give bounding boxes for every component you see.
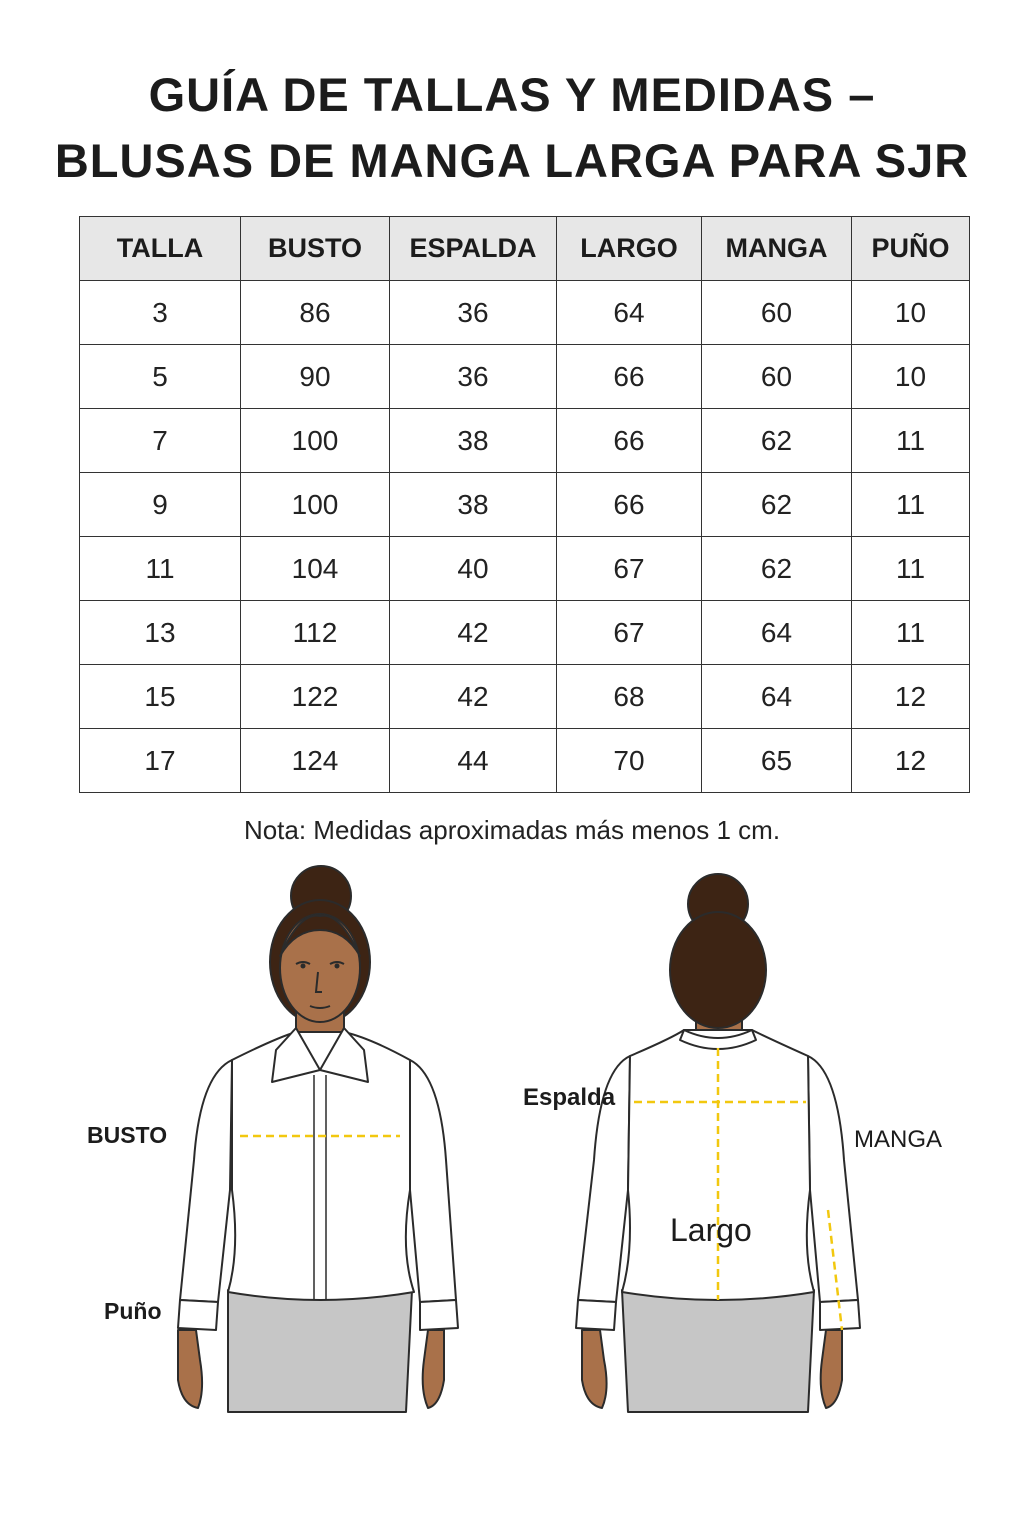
label-busto: BUSTO bbox=[87, 1122, 168, 1148]
cell-busto: 112 bbox=[241, 601, 390, 665]
cell-manga: 64 bbox=[702, 665, 852, 729]
cell-talla: 9 bbox=[80, 473, 241, 537]
cell-manga: 60 bbox=[702, 281, 852, 345]
cell-manga: 65 bbox=[702, 729, 852, 793]
cell-manga: 62 bbox=[702, 409, 852, 473]
cell-manga: 62 bbox=[702, 537, 852, 601]
cell-espalda: 36 bbox=[390, 281, 557, 345]
cell-busto: 124 bbox=[241, 729, 390, 793]
table-row bbox=[80, 729, 970, 793]
table-header-row bbox=[80, 217, 970, 281]
back-figure-illustration bbox=[512, 860, 1024, 1420]
cell-largo: 66 bbox=[557, 345, 702, 409]
cell-largo: 64 bbox=[557, 281, 702, 345]
cell-largo: 66 bbox=[557, 409, 702, 473]
table-row bbox=[80, 665, 970, 729]
cell-busto: 100 bbox=[241, 473, 390, 537]
title-line-1: GUÍA DE TALLAS Y MEDIDAS – bbox=[148, 68, 876, 121]
cell-busto: 86 bbox=[241, 281, 390, 345]
cell-busto: 90 bbox=[241, 345, 390, 409]
table-row bbox=[80, 281, 970, 345]
cell-talla: 17 bbox=[80, 729, 241, 793]
cell-talla: 7 bbox=[80, 409, 241, 473]
table-row bbox=[80, 409, 970, 473]
cell-puno: 11 bbox=[852, 601, 970, 665]
measurement-note: Nota: Medidas aproximadas más menos 1 cm. bbox=[243, 815, 781, 845]
cell-puno: 12 bbox=[852, 665, 970, 729]
cell-largo: 67 bbox=[557, 537, 702, 601]
cell-talla: 13 bbox=[80, 601, 241, 665]
table-row bbox=[80, 473, 970, 537]
label-puno: Puño bbox=[104, 1298, 162, 1324]
cell-espalda: 40 bbox=[390, 537, 557, 601]
table-row bbox=[80, 537, 970, 601]
header-busto: BUSTO bbox=[241, 217, 390, 281]
cell-manga: 62 bbox=[702, 473, 852, 537]
cell-espalda: 44 bbox=[390, 729, 557, 793]
cell-largo: 68 bbox=[557, 665, 702, 729]
header-manga: MANGA bbox=[702, 217, 852, 281]
cell-puno: 11 bbox=[852, 537, 970, 601]
header-puno: PUÑO bbox=[852, 217, 970, 281]
size-table bbox=[79, 216, 970, 793]
cell-talla: 11 bbox=[80, 537, 241, 601]
cell-espalda: 36 bbox=[390, 345, 557, 409]
front-figure-illustration bbox=[0, 860, 512, 1420]
cell-manga: 60 bbox=[702, 345, 852, 409]
cell-puno: 10 bbox=[852, 345, 970, 409]
label-espalda: Espalda bbox=[523, 1084, 616, 1111]
cell-espalda: 38 bbox=[390, 409, 557, 473]
cell-espalda: 38 bbox=[390, 473, 557, 537]
back-view-figure bbox=[512, 860, 1024, 1420]
cell-manga: 64 bbox=[702, 601, 852, 665]
cell-busto: 100 bbox=[241, 409, 390, 473]
header-largo: LARGO bbox=[557, 217, 702, 281]
header-espalda: ESPALDA bbox=[390, 217, 557, 281]
title-line-2: BLUSAS DE MANGA LARGA PARA SJR bbox=[54, 134, 970, 187]
cell-puno: 11 bbox=[852, 409, 970, 473]
cell-puno: 10 bbox=[852, 281, 970, 345]
cell-puno: 11 bbox=[852, 473, 970, 537]
header-talla: TALLA bbox=[80, 217, 241, 281]
table-row bbox=[80, 345, 970, 409]
cell-largo: 67 bbox=[557, 601, 702, 665]
label-largo: Largo bbox=[670, 1212, 752, 1248]
front-view-figure bbox=[0, 860, 512, 1420]
cell-busto: 122 bbox=[241, 665, 390, 729]
page-title bbox=[0, 62, 1024, 194]
cell-talla: 3 bbox=[80, 281, 241, 345]
cell-talla: 5 bbox=[80, 345, 241, 409]
cell-talla: 15 bbox=[80, 665, 241, 729]
cell-espalda: 42 bbox=[390, 665, 557, 729]
table-row bbox=[80, 601, 970, 665]
label-manga: MANGA bbox=[854, 1126, 943, 1153]
cell-largo: 66 bbox=[557, 473, 702, 537]
cell-puno: 12 bbox=[852, 729, 970, 793]
cell-largo: 70 bbox=[557, 729, 702, 793]
cell-busto: 104 bbox=[241, 537, 390, 601]
cell-espalda: 42 bbox=[390, 601, 557, 665]
